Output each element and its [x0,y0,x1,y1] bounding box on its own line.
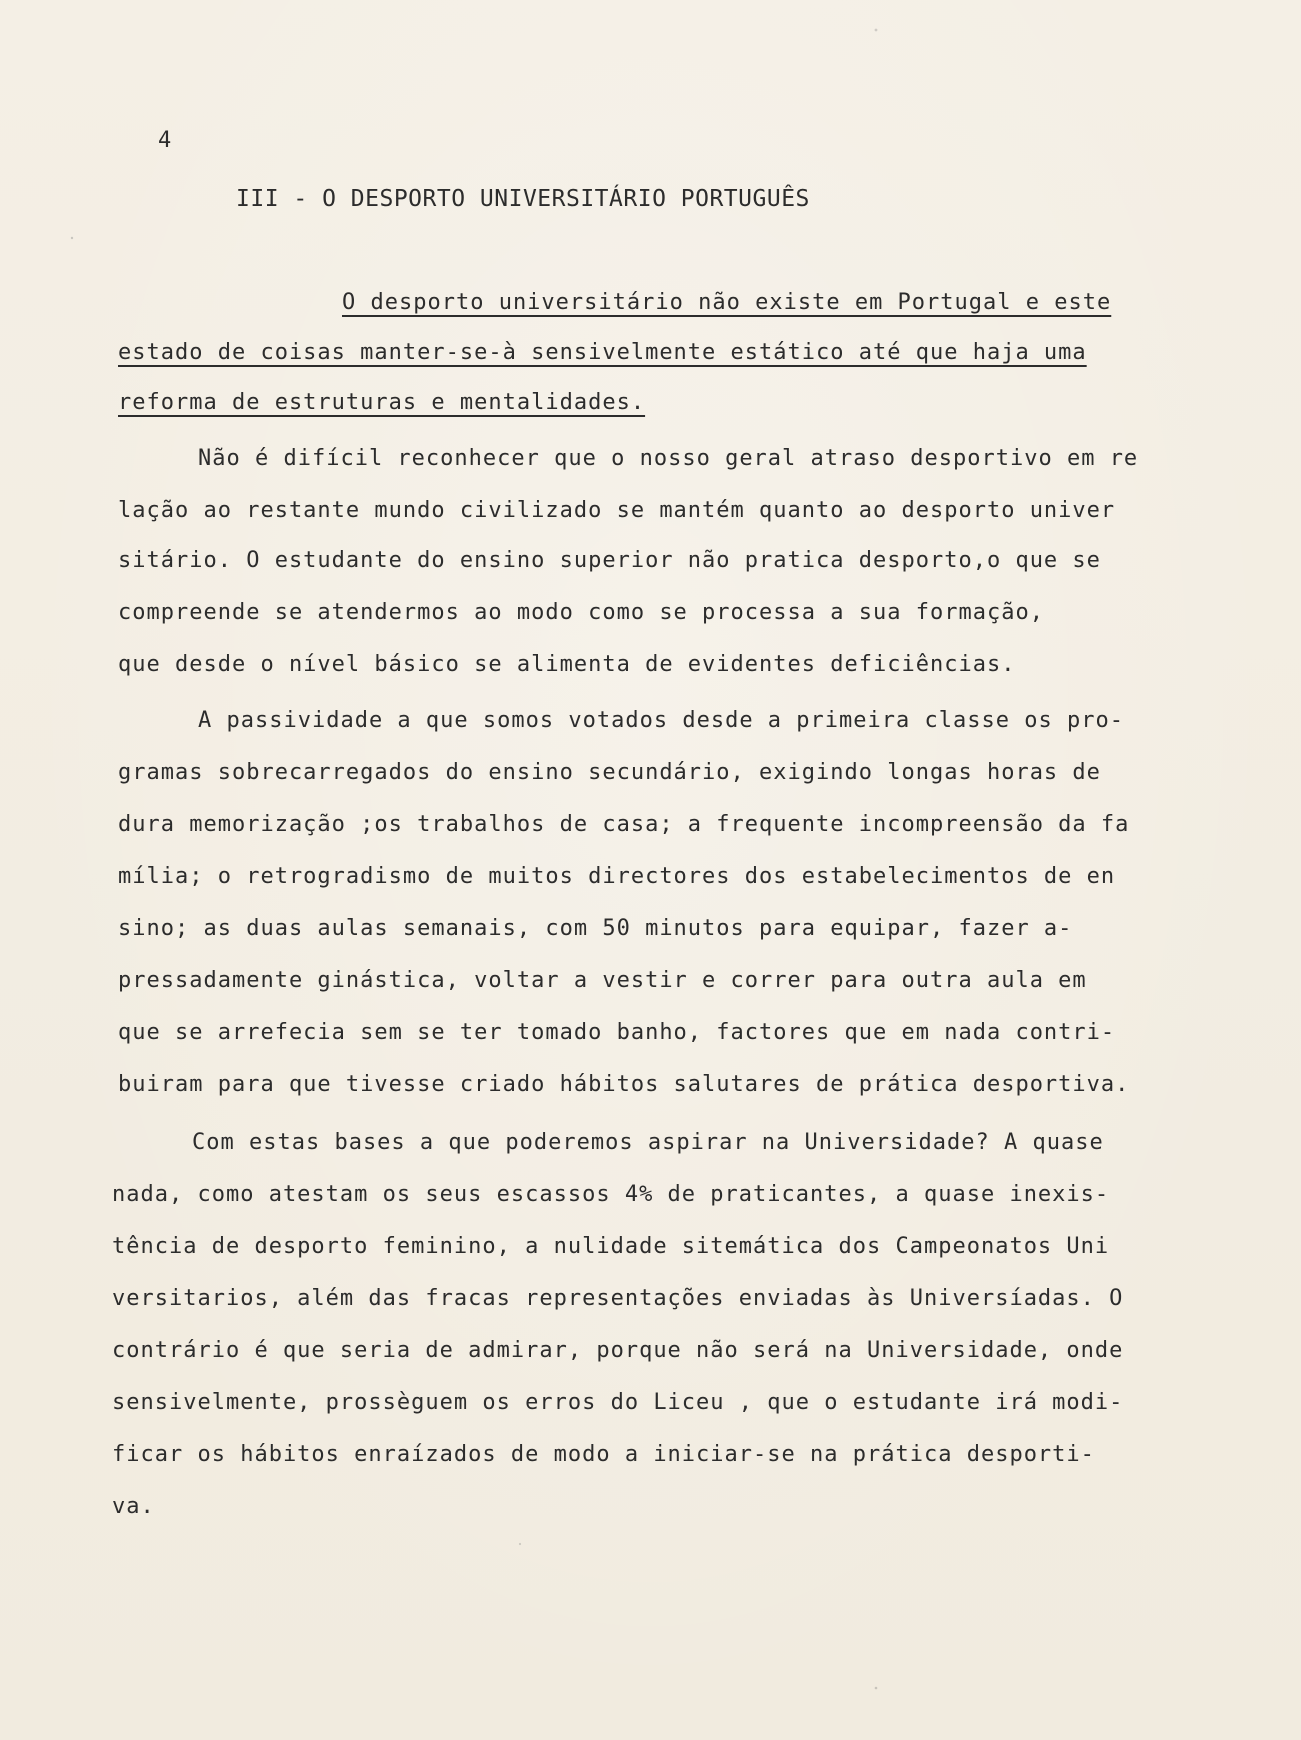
text-line: reforma de estruturas e mentalidades. [118,390,646,415]
text-line: contrário é que seria de admirar, porque não será na Universidade, onde [112,1338,1124,1363]
text-line: versitarios, além das fracas representações enviadas às Universíadas. O [112,1286,1124,1311]
page-number: 4 [158,128,172,153]
text-line: O desporto universitário não existe em Portugal e este [342,290,1112,315]
text-line: tência de desporto feminino, a nulidade sitemática dos Campeonatos Uni [112,1234,1110,1259]
text-line: pressadamente ginástica, voltar a vestir e correr para outra aula em [118,968,1087,993]
text-line: gramas sobrecarregados do ensino secundário, exigindo longas horas de [118,760,1101,785]
text-line: que se arrefecia sem se ter tomado banho, factores que em nada contri- [118,1020,1116,1045]
text-line: Com estas bases a que poderemos aspirar na Universidade? A quase [192,1130,1104,1155]
text-line: que desde o nível básico se alimenta de evidentes deficiências. [118,652,1016,677]
text-line: A passividade a que somos votados desde a primeira classe os pro- [198,708,1124,733]
section-title: III - O DESPORTO UNIVERSITÁRIO PORTUGUÊS [236,186,810,212]
text-line: lação ao restante mundo civilizado se mantém quanto ao desporto univer [118,498,1116,523]
text-line: compreende se atendermos ao modo como se processa a sua formação, [118,600,1044,625]
text-line: dura memorização ;os trabalhos de casa; a frequente incompreensão da fa [118,812,1130,837]
text-line: sino; as duas aulas semanais, com 50 minutos para equipar, fazer a- [118,916,1073,941]
text-line: Não é difícil reconhecer que o nosso geral atraso desportivo em re [198,446,1139,471]
text-line: ficar os hábitos enraízados de modo a iniciar-se na prática desporti- [112,1442,1095,1467]
text-line: sensivelmente, prossèguem os erros do Liceu , que o estudante irá modi- [112,1390,1124,1415]
text-line: va. [112,1494,155,1519]
text-line: sitário. O estudante do ensino superior não pratica desporto,o que se [118,548,1101,573]
text-line: nada, como atestam os seus escassos 4% de praticantes, a quase inexis- [112,1182,1110,1207]
text-line: mília; o retrogradismo de muitos directores dos estabelecimentos de en [118,864,1116,889]
text-line: buiram para que tivesse criado hábitos salutares de prática desportiva. [118,1072,1130,1097]
text-line: estado de coisas manter-se-à sensivelmente estático até que haja uma [118,340,1087,365]
